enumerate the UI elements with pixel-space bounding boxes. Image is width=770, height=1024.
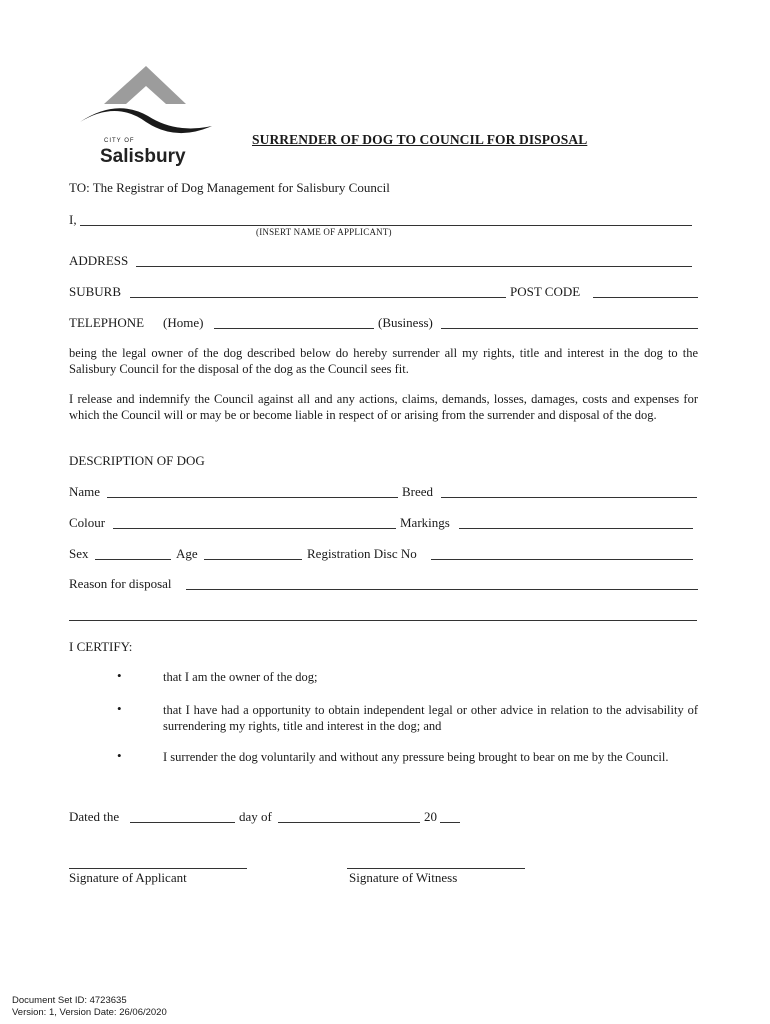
- telephone-label: TELEPHONE: [69, 315, 145, 330]
- applicant-label: I,: [69, 212, 77, 227]
- dog-age-label: Age: [176, 546, 198, 561]
- dog-markings-label: Markings: [400, 515, 450, 530]
- dated-month-field[interactable]: [278, 810, 420, 823]
- reason-label: Reason for disposal: [69, 576, 172, 591]
- dog-colour-label: Colour: [69, 515, 106, 530]
- business-label: (Business): [378, 315, 433, 330]
- address-label: ADDRESS: [69, 253, 129, 268]
- footer-version: Version: 1, Version Date: 26/06/2020: [12, 1007, 167, 1018]
- day-of-label: day of: [239, 809, 272, 824]
- dated-year-field[interactable]: [440, 810, 460, 823]
- bullet-icon: •: [117, 701, 122, 716]
- home-phone-field[interactable]: [214, 316, 374, 329]
- reason-field-line2[interactable]: [69, 608, 697, 621]
- dated-day-field[interactable]: [130, 810, 235, 823]
- year-label: 20: [424, 809, 437, 824]
- indemnity-paragraph: I release and indemnify the Council against all and any actions, claims, demands, losses, damages, costs and expenses for which the Council will or may be or become liable in respect of or arising from the surrender and disposal of the dog.: [69, 392, 698, 422]
- dog-name-label: Name: [69, 484, 101, 499]
- logo-city-of: CITY OF: [104, 138, 135, 144]
- dog-disc-field[interactable]: [431, 547, 693, 560]
- ownership-paragraph: being the legal owner of the dog described below do hereby surrender all my rights, title and interest in the dog to the Salisbury Council for the disposal of the dog as the Council sees fit.: [69, 346, 698, 376]
- dog-breed-field[interactable]: [441, 485, 697, 498]
- dog-markings-field[interactable]: [459, 516, 693, 529]
- dog-age-field[interactable]: [204, 547, 302, 560]
- certify-item: that I have had a opportunity to obtain independent legal or other advice in relation to the advisability of surrendering my rights, title and interest in the dog; and: [163, 703, 698, 733]
- applicant-signature-label: Signature of Applicant: [69, 870, 187, 885]
- to-line: TO: The Registrar of Dog Management for Salisbury Council: [69, 180, 390, 195]
- dog-sex-label: Sex: [69, 546, 89, 561]
- dog-breed-label: Breed: [402, 484, 434, 499]
- certify-heading: I CERTIFY:: [69, 639, 133, 654]
- dog-sex-field[interactable]: [95, 547, 171, 560]
- logo-mountain-icon: [76, 64, 216, 144]
- postcode-field[interactable]: [593, 285, 698, 298]
- footer-doc-id: Document Set ID: 4723635: [12, 995, 127, 1006]
- applicant-signature-field[interactable]: [69, 856, 247, 869]
- applicant-name-field[interactable]: [80, 213, 692, 226]
- logo-salisbury: Salisbury: [100, 146, 186, 167]
- suburb-field[interactable]: [130, 285, 506, 298]
- business-phone-field[interactable]: [441, 316, 698, 329]
- certify-item: that I am the owner of the dog;: [163, 670, 318, 684]
- reason-field[interactable]: [186, 577, 698, 590]
- witness-signature-field[interactable]: [347, 856, 525, 869]
- applicant-hint: (INSERT NAME OF APPLICANT): [256, 227, 392, 237]
- bullet-icon: •: [117, 748, 122, 763]
- dog-colour-field[interactable]: [113, 516, 396, 529]
- council-logo: [76, 64, 216, 174]
- postcode-label: POST CODE: [510, 284, 581, 299]
- suburb-label: SUBURB: [69, 284, 122, 299]
- description-heading: DESCRIPTION OF DOG: [69, 453, 205, 468]
- bullet-icon: •: [117, 668, 122, 683]
- dated-label: Dated the: [69, 809, 120, 824]
- page-title: SURRENDER OF DOG TO COUNCIL FOR DISPOSAL: [252, 132, 588, 147]
- certify-item: I surrender the dog voluntarily and without any pressure being brought to bear on me by the Council.: [163, 750, 669, 764]
- dog-name-field[interactable]: [107, 485, 398, 498]
- address-field[interactable]: [136, 254, 692, 267]
- witness-signature-label: Signature of Witness: [349, 870, 458, 885]
- dog-disc-label: Registration Disc No: [307, 546, 417, 561]
- home-label: (Home): [163, 315, 204, 330]
